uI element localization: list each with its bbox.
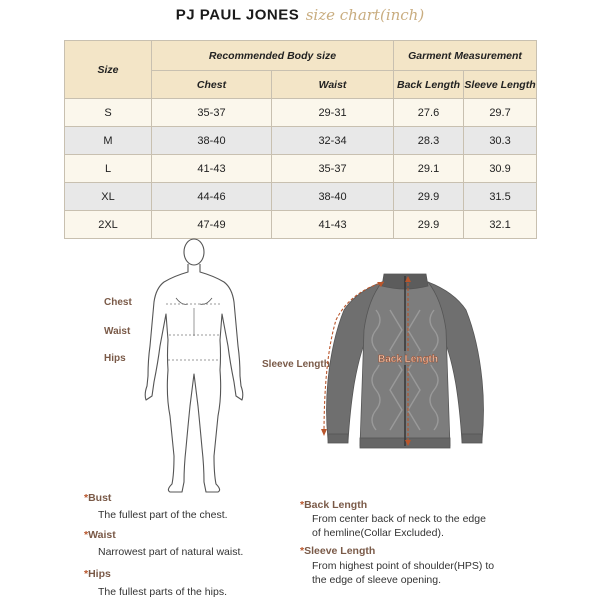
- size-header: Size: [65, 41, 152, 99]
- sleeve-length-cell: 31.5: [464, 183, 537, 211]
- chest-column-header: Chest: [152, 71, 272, 99]
- chest-cell: 44-46: [152, 183, 272, 211]
- waist-cell: 32-34: [272, 127, 394, 155]
- size-cell: L: [65, 155, 152, 183]
- waist-column-header: Waist: [272, 71, 394, 99]
- recommended-body-size-header: Recommended Body size: [152, 41, 394, 71]
- table-row: [65, 211, 537, 239]
- table-row: [65, 127, 537, 155]
- note-text-bust: The fullest part of the chest.: [98, 509, 228, 521]
- note-title-hips-final: *Hips: [84, 568, 111, 580]
- garment-measurement-header: Garment Measurement: [394, 41, 537, 71]
- note-text-sleeve-length-2: the edge of sleeve opening.: [312, 574, 442, 586]
- chest-cell: 41-43: [152, 155, 272, 183]
- note-title-waist-final: *Waist: [84, 529, 116, 541]
- chest-cell: 35-37: [152, 99, 272, 127]
- back-length-cell: 28.3: [394, 127, 464, 155]
- hips-label: Hips: [104, 353, 126, 364]
- size-cell: M: [65, 127, 152, 155]
- sweater-figure: [310, 270, 500, 470]
- waist-cell: 41-43: [272, 211, 394, 239]
- chest-cell: 47-49: [152, 211, 272, 239]
- back-length-cell: 27.6: [394, 99, 464, 127]
- waist-cell: 29-31: [272, 99, 394, 127]
- sleeve-length-column-header: Sleeve Length: [464, 71, 537, 99]
- size-chart-subtitle: size chart(inch): [305, 6, 425, 24]
- table-row: [65, 99, 537, 127]
- back-length-cell: 29.9: [394, 211, 464, 239]
- note-text-back-length-1: From center back of neck to the edge: [312, 513, 486, 525]
- size-cell: S: [65, 99, 152, 127]
- back-length-cell: 29.1: [394, 155, 464, 183]
- sleeve-length-cell: 30.3: [464, 127, 537, 155]
- brand-name: PJ PAUL JONES: [175, 6, 300, 24]
- table-row: [65, 183, 537, 211]
- note-text-sleeve-length-1: From highest point of shoulder(HPS) to: [312, 560, 495, 572]
- sleeve-length-cell: 32.1: [464, 211, 537, 239]
- size-cell: 2XL: [65, 211, 152, 239]
- note-title-sleeve-length: *Sleeve Length: [300, 545, 376, 557]
- waist-label: Waist: [104, 326, 131, 337]
- chart-title: [0, 6, 600, 30]
- note-text-back-length-2: of hemline(Collar Excluded).: [312, 527, 444, 539]
- note-text-waist: Narrowest part of natural waist.: [98, 546, 244, 558]
- note-title-bust: *Bust: [84, 492, 112, 504]
- size-table: [64, 40, 537, 239]
- note-text-hips: The fullest parts of the hips.: [98, 586, 227, 598]
- table-row: [65, 155, 537, 183]
- chest-cell: 38-40: [152, 127, 272, 155]
- sleeve-length-label: Sleeve Length: [262, 359, 330, 370]
- back-length-column-header: Back Length: [394, 71, 464, 99]
- note-title-back-length: *Back Length: [300, 499, 368, 511]
- sleeve-length-cell: 29.7: [464, 99, 537, 127]
- sleeve-length-cell: 30.9: [464, 155, 537, 183]
- back-length-cell: 29.9: [394, 183, 464, 211]
- size-cell: XL: [65, 183, 152, 211]
- body-outline-figure: [138, 236, 250, 498]
- chest-label: Chest: [104, 297, 132, 308]
- back-length-label: Back Length: [377, 354, 439, 365]
- waist-cell: 35-37: [272, 155, 394, 183]
- waist-cell: 38-40: [272, 183, 394, 211]
